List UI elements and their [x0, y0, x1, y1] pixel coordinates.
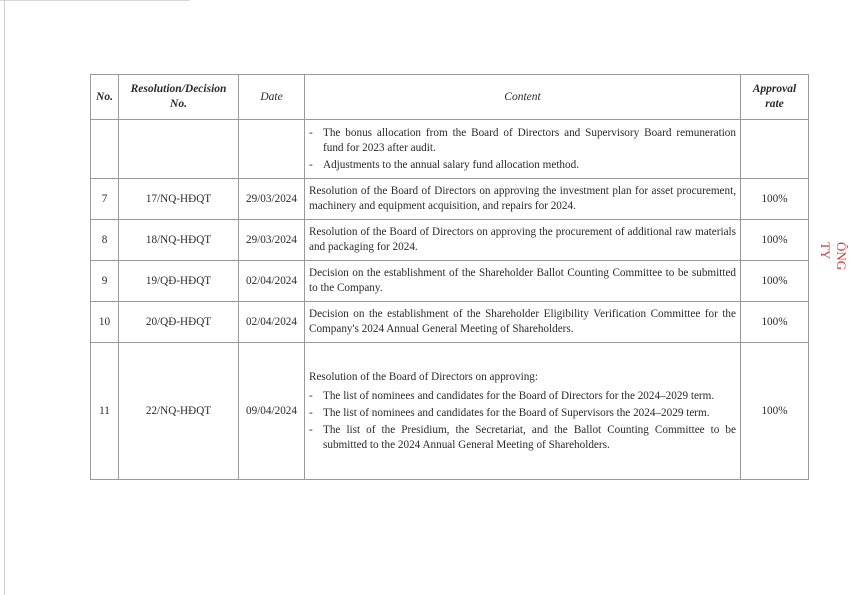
cell-number	[119, 120, 239, 179]
header-content: Content	[305, 75, 741, 120]
cell-approval: 100%	[741, 261, 809, 302]
bullet-text: The list of the Presidium, the Secretariat, and the Ballot Counting Committee to be submitted to the 2024 Annual General Meeting of Shareholders.	[323, 423, 736, 451]
cell-number: 20/QĐ-HĐQT	[119, 302, 239, 343]
cell-content: Decision on the establishment of the Shareholder Eligibility Verification Committee for the Company's 2024 Annual General Meeting of Shareholders.	[305, 302, 741, 343]
table-row-continuation	[91, 120, 809, 179]
page-top-edge	[0, 0, 190, 1]
cell-content	[305, 343, 741, 480]
cell-no: 11	[91, 343, 119, 480]
cell-no	[91, 120, 119, 179]
table-row	[91, 220, 809, 261]
cell-date	[239, 120, 305, 179]
table-row	[91, 261, 809, 302]
cell-number: 22/NQ-HĐQT	[119, 343, 239, 480]
cell-date: 02/04/2024	[239, 302, 305, 343]
table-row	[91, 179, 809, 220]
cell-content: Resolution of the Board of Directors on approving the procurement of additional raw materials and packaging for 2024.	[305, 220, 741, 261]
list-item	[309, 406, 736, 421]
cell-date: 09/04/2024	[239, 343, 305, 480]
cell-date: 29/03/2024	[239, 179, 305, 220]
table-row	[91, 343, 809, 480]
cell-no: 9	[91, 261, 119, 302]
list-item	[309, 389, 736, 404]
bullet-marker: -	[309, 158, 313, 171]
cell-no: 7	[91, 179, 119, 220]
cell-number: 19/QĐ-HĐQT	[119, 261, 239, 302]
resolutions-table	[90, 74, 809, 480]
content-intro: Resolution of the Board of Directors on approving:	[309, 370, 538, 383]
cell-number: 18/NQ-HĐQT	[119, 220, 239, 261]
page-left-edge	[4, 0, 5, 595]
list-item	[309, 423, 736, 453]
cell-content: Decision on the establishment of the Shareholder Ballot Counting Committee to be submitted to the Company.	[305, 261, 741, 302]
bullet-text: The list of nominees and candidates for the Board of Directors for the 2024–2029 term.	[323, 389, 715, 402]
list-item	[309, 158, 736, 173]
bullet-marker: -	[309, 423, 313, 436]
header-approval-rate: Approval rate	[741, 75, 809, 120]
cell-content: Resolution of the Board of Directors on approving the investment plan for asset procurement, machinery and equipment acquisition, and repairs for 2024.	[305, 179, 741, 220]
cell-no: 10	[91, 302, 119, 343]
table-row	[91, 302, 809, 343]
seal-text: ÔNG TY	[818, 242, 849, 271]
bullet-text: The list of nominees and candidates for the Board of Supervisors the 2024–2029 term.	[323, 406, 710, 419]
list-item	[309, 126, 736, 156]
cell-approval: 100%	[741, 220, 809, 261]
bullet-marker: -	[309, 406, 313, 419]
cell-number: 17/NQ-HĐQT	[119, 179, 239, 220]
bullet-marker: -	[309, 389, 313, 402]
cell-approval: 100%	[741, 179, 809, 220]
cell-no: 8	[91, 220, 119, 261]
company-seal-fragment	[818, 236, 849, 336]
cell-approval: 100%	[741, 343, 809, 480]
header-resolution-number: Resolution/Decision No.	[119, 75, 239, 120]
cell-approval	[741, 120, 809, 179]
header-no: No.	[91, 75, 119, 120]
bullet-text: The bonus allocation from the Board of Directors and Supervisory Board remuneration fund for 2023 after audit.	[323, 126, 736, 154]
table-header-row	[91, 75, 809, 120]
bullet-marker: -	[309, 126, 313, 139]
bullet-text: Adjustments to the annual salary fund allocation method.	[323, 158, 580, 171]
cell-content	[305, 120, 741, 179]
header-date: Date	[239, 75, 305, 120]
cell-approval: 100%	[741, 302, 809, 343]
cell-date: 02/04/2024	[239, 261, 305, 302]
cell-date: 29/03/2024	[239, 220, 305, 261]
